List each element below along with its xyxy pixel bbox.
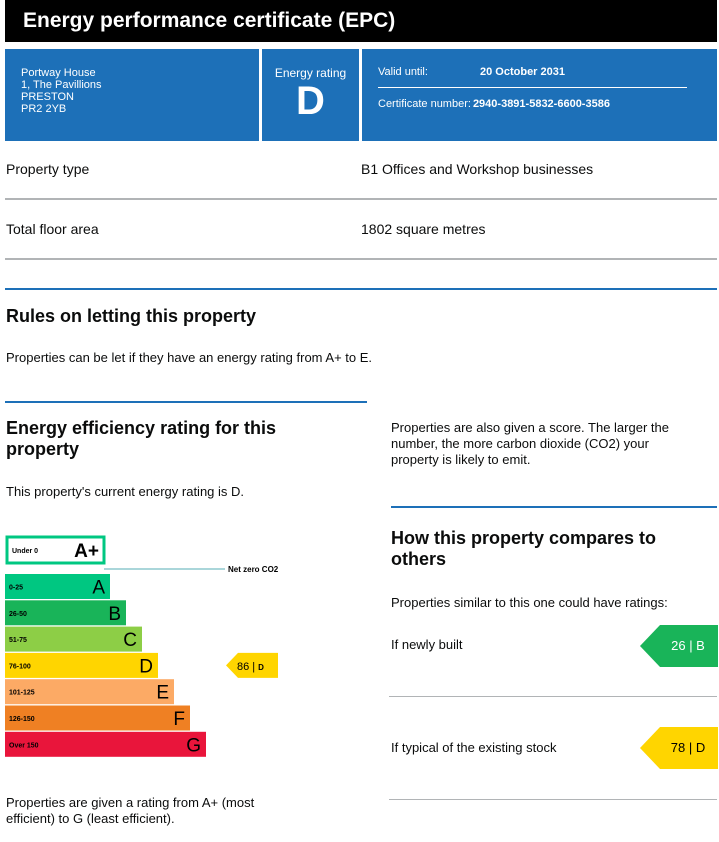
certificate-number-label: Certificate number: xyxy=(378,98,471,110)
divider xyxy=(5,258,717,260)
property-type-value: B1 Offices and Workshop businesses xyxy=(361,161,594,177)
address-line-2: 1, The Pavillions xyxy=(21,79,102,91)
energy-rating-chart xyxy=(0,532,300,764)
rating-scale-text: Properties are given a rating from A+ (most efficient) to G (least efficient). xyxy=(6,795,255,826)
certificate-number-value: 2940-3891-5832-6600-3586 xyxy=(472,98,610,110)
newly-built-rating xyxy=(640,625,718,667)
typical-stock-label: If typical of the existing stock xyxy=(391,740,557,755)
current-rating-value: 86 | D xyxy=(237,660,264,673)
band-e xyxy=(5,679,174,704)
page-title: Energy performance certificate (EPC) xyxy=(5,0,717,42)
efficiency-heading: Energy efficiency rating for this property xyxy=(6,418,277,459)
band-letter: F xyxy=(173,709,185,730)
band-aplus xyxy=(7,537,104,563)
band-range-label: 26-50 xyxy=(9,610,27,618)
band-d xyxy=(5,653,158,678)
certificate-divider xyxy=(378,87,687,88)
newly-built-label: If newly built xyxy=(391,637,463,652)
band-letter: B xyxy=(108,603,121,625)
valid-until-value: 20 October 2031 xyxy=(480,66,565,78)
section-divider xyxy=(391,506,717,508)
net-zero-label: Net zero CO2 xyxy=(228,565,279,574)
current-rating-text: This property's current energy rating is D. xyxy=(6,484,245,499)
band-range-label: 101-125 xyxy=(9,689,35,697)
band-letter: E xyxy=(156,682,169,704)
certificate-box xyxy=(362,49,717,141)
letting-text: Properties can be let if they have an energy rating from A+ to E. xyxy=(6,350,373,365)
newly-built-value: 26 | B xyxy=(671,638,705,653)
energy-rating-box xyxy=(262,49,359,141)
band-range-label: 0-25 xyxy=(9,584,24,592)
band-letter: A+ xyxy=(74,541,99,562)
band-c xyxy=(5,627,142,652)
band-range-label: 76-100 xyxy=(9,663,31,671)
address-line-1: Portway House xyxy=(21,67,96,79)
band-f xyxy=(5,706,190,731)
band-g xyxy=(5,732,206,757)
band-letter: A xyxy=(92,577,105,599)
address-block xyxy=(5,49,259,141)
section-divider xyxy=(5,288,717,290)
divider xyxy=(389,696,717,697)
band-range-label: 126-150 xyxy=(9,716,35,723)
band-letter: D xyxy=(139,656,153,678)
band-letter: G xyxy=(186,735,201,757)
floor-area-label: Total floor area xyxy=(6,221,99,237)
floor-area-value: 1802 square metres xyxy=(361,221,486,237)
section-divider xyxy=(5,401,367,403)
energy-rating-label: Energy rating xyxy=(274,66,347,80)
band-range-label: Over 150 xyxy=(9,742,39,750)
address-line-3: PRESTON xyxy=(21,91,74,103)
band-a xyxy=(5,574,110,599)
band-range-label: Under 0 xyxy=(12,548,39,555)
address-line-4: PR2 2YB xyxy=(21,103,67,115)
letting-heading: Rules on letting this property xyxy=(6,306,257,326)
compare-intro: Properties similar to this one could have ratings: xyxy=(391,595,668,610)
divider xyxy=(389,799,717,800)
compare-heading: How this property compares to others xyxy=(391,528,657,569)
typical-stock-rating xyxy=(640,727,718,769)
band-range-label: 51-75 xyxy=(9,637,27,645)
energy-rating-letter: D xyxy=(296,79,325,123)
band-b xyxy=(5,600,126,625)
valid-until-label: Valid until: xyxy=(378,66,428,78)
divider xyxy=(5,198,717,200)
band-letter: C xyxy=(123,630,137,652)
score-explanation: Properties are also given a score. The larger the number, the more carbon dioxide (CO2) your property is likely to emit. xyxy=(391,420,669,467)
property-type-label: Property type xyxy=(6,161,90,177)
typical-stock-value: 78 | D xyxy=(670,740,706,755)
